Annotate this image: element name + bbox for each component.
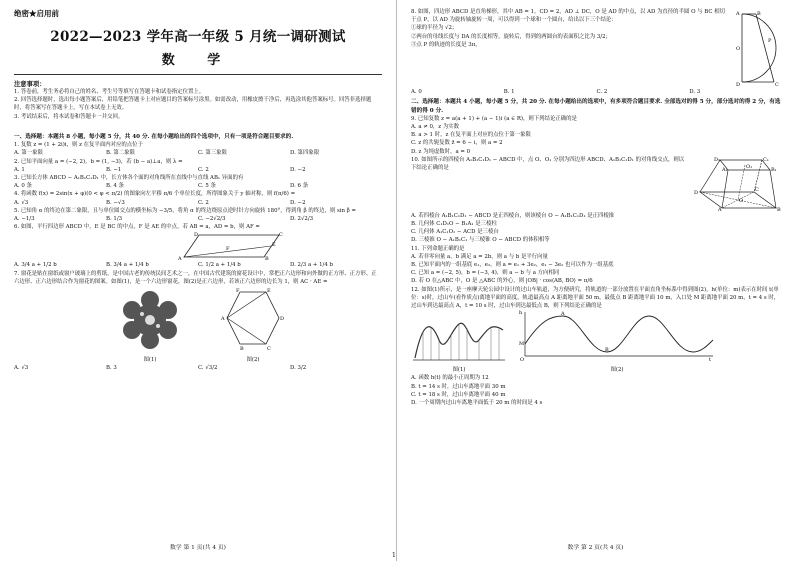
question-3: 3. 已知长方体 ABCD − A₁B₁C₁D₁ 中，长方体各个面的对角线所在直线中与直线 AB₁ 异面的有 (14, 174, 244, 181)
roller-coaster-figure (411, 310, 507, 362)
question-9: 9. 已知复数 z = a(a + 1) + (a − 1)i (a ∈ R)，则下列结论正确的是 (411, 115, 577, 122)
question-10-option-a: A. 若四棱台 A₁B₁C₁D₁ − ABCD 是正四棱台，则该棱台 O − A₁B₁C₁D₁ 是正四棱锥 (411, 212, 615, 219)
option-d: D. 3/2 (290, 365, 307, 372)
svg-text:O₁: O₁ (746, 163, 753, 170)
question-5: 5. 已知角 α 的终边在第二象限，且与单位圆交点的横坐标为 −3/5，将角 α 的终边绕原点逆时针方向旋转 180°，得到角 β 的终边，则 sin β = (14, 207, 357, 214)
option-c: C. −2√2/3 (198, 215, 226, 222)
figure-1-caption: 图(1) (452, 367, 466, 374)
svg-text:B₁: B₁ (771, 166, 777, 173)
svg-text:B: B (777, 206, 781, 212)
option-d: D. −2 (290, 199, 306, 206)
page-1-footer: 数学 第 1 页(共 4 页) (170, 545, 226, 551)
section-1-heading: 一、选择题：本题共 8 小题，每小题 5 分，共 40 分. 在每小题给出的四个选项中，只有一项是符合题目要求的. (14, 133, 294, 140)
subject-title: 数 学 (161, 53, 235, 68)
question-1-options (14, 149, 382, 157)
svg-text:D: D (736, 82, 741, 88)
svg-text:C: C (755, 186, 759, 193)
secret-label: 绝密★启用前 (14, 9, 59, 18)
question-8: 8. 如图，四边形 ABCD 是直角梯形，其中 AB = 1，CD = 2，AD ⊥ DC，O 是 AD 的中点，以 AD 为直径的半圆 O 与 BC 相切于点 P，以 AD 为旋转轴旋转一周，可以得到一个球和一个圆台，给出以下三个结论： (411, 9, 725, 24)
svg-text:C: C (775, 82, 779, 88)
question-8-item-2: ②两台的母线长度与 DA 的长度相等，旋转后，得到的两圆台的表面积之比为 3/2； (411, 33, 611, 40)
question-9-option-c: C. z 的共轭复数 z̄ = 6 − i，则 a = 2 (411, 140, 503, 147)
question-10-option-c: C. 几何体 A₁C₁O₁ − ACD 是三棱台 (411, 229, 499, 236)
option-c: C. 第三象限 (198, 150, 227, 157)
question-2-options (14, 166, 382, 174)
option-c: C. 5 条 (198, 183, 216, 190)
svg-text:B: B (757, 11, 761, 17)
option-c: C. √3/2 (198, 365, 218, 372)
question-12-option-d: D. 一个周期内过山车离地平面低于 20 m 的时间是 4 s (411, 400, 543, 407)
option-b: B. 4 条 (106, 183, 124, 190)
hexagon-figure (220, 288, 286, 352)
question-1: 1. 复数 z = (1 + 2i)i，则 z 在复平面内对应的点位于 (14, 142, 143, 149)
option-a: A. √3 (14, 199, 29, 206)
svg-text:B: B (265, 256, 269, 262)
figure-2-caption: 图(2) (246, 356, 260, 363)
frustum-figure (692, 156, 782, 212)
svg-text:E: E (267, 287, 271, 294)
question-8-options (411, 88, 782, 96)
exam-title: 2022—2023 学年高一年级 5 月统一调研测试 (50, 29, 346, 45)
question-9-option-a: A. a ≠ 0，z 为实数 (411, 124, 460, 130)
question-6: 6. 如图，平行四边形 ABCD 中，E 是 BC 的中点，F 是 AE 的中点，若 AB = a，AD = b，则 AF = (14, 224, 260, 231)
svg-text:C: C (279, 232, 283, 239)
option-b: B. 3 (106, 365, 117, 372)
parallelogram-figure (164, 231, 284, 261)
figure-2-caption: 图(2) (610, 367, 624, 374)
svg-text:C: C (267, 345, 271, 352)
option-a: A. 0 条 (14, 183, 32, 190)
question-12-option-a: A. 函数 h(t) 的最小正周期为 12 (411, 375, 489, 382)
option-d: D. 2√2/3 (290, 215, 314, 222)
figure-1-caption: 图(1) (143, 356, 157, 363)
svg-text:P: P (768, 38, 772, 44)
svg-text:A: A (561, 311, 565, 318)
question-9-option-d: D. z 为纯虚数时，a = 0 (411, 148, 471, 155)
question-2: 2. 已知平面向量 a = (−2, 2)，b = (1, −3)，若 (b − a)⊥a，则 λ = (14, 158, 183, 165)
question-11: 11. 下列命题正确的是 (411, 245, 465, 252)
option-a: A. −1/3 (14, 215, 35, 222)
question-10: 10. 如图所示的四棱台 A₁B₁C₁D₁ − ABCD 中，点 O、O₁ 分别为四边形 ABCD、A₁B₁C₁D₁ 的对角线交点，则以下结论正确的是 (411, 156, 685, 172)
question-12: 12. 如图(1)所示，是一座摩天轮公园中设计的过山车轨道，为方便研究，将轨道的一部分放置在平面直角坐标系中得到图(2)，h(单位：m)表示在时间 t(单位：s)时，过山车(看作质点)离地平面的高度，轨道最高点 A 距离地平面 50 m，最低点 B 距离地平面 10 m，入口处 M 距离地平面 20 m，t = 4 s 时，过山车到达最高点 A，t = 10 s 时，过山车到达最低点 B，则下列结论正确的是 (411, 286, 780, 310)
section-2-heading: 二、选择题：本题共 4 小题，每小题 5 分，共 20 分. 在每小题给出的选项中，有多项符合题目要求. 全部选对的得 5 分，部分选对的得 2 分，有选错的得 0 分. (411, 99, 781, 114)
svg-text:F: F (226, 246, 230, 253)
question-12-option-c: C. t = 18 s 时，过山车离地平面 40 m (411, 391, 506, 398)
question-10-option-b: B. 几何体 C₁D₁O − B₁A₁ 是三棱柱 (411, 221, 497, 228)
svg-text:O: O (520, 357, 525, 363)
option-a: A. √3 (14, 365, 29, 372)
question-12-option-b: B. t = 14 s 时，过山车离地平面 30 m (411, 383, 506, 390)
option-a: A. 第一象限 (14, 150, 43, 157)
height-curve-figure (517, 310, 717, 362)
svg-text:A: A (718, 206, 722, 212)
question-4: 4. 将函数 f(x) = 2sin(x + φ)(0 < φ < π/2) 的图象向左平移 π/6 个单位长度，所得图象关于 y 轴对称，则 f(π/6) = (14, 191, 296, 198)
window-flower-figure (110, 288, 190, 352)
svg-text:A: A (736, 11, 740, 17)
question-7-options (14, 364, 382, 372)
notice-1: 1. 答卷前，考生务必将自己的姓名、考生号等填写在答题卡和试卷指定位置上。 (14, 89, 205, 95)
question-4-options (14, 199, 382, 207)
question-7-figures (14, 288, 382, 364)
question-12-figures (411, 310, 782, 374)
question-5-options (14, 215, 382, 223)
option-d: D. 第四象限 (290, 150, 320, 157)
option-b: B. 3/4 a + 1/4 b (106, 262, 149, 269)
question-11-option-a: A. 若非零向量 a，b 满足 a = 2b，则 a 与 b 是平行向量 (411, 253, 548, 260)
option-a: A. 3/4 a + 1/2 b (14, 262, 57, 269)
question-7: 7. 窗花是贴在窗纸或窗户玻璃上的剪纸，是中国古老的传统民间艺术之一，在中国古代建筑的窗花设计中，常把正六边形和向外做的正方形、正方形、正六边形、正六边形结合作为窗花的图案。如图(1)，是一个六边形窗花，图(2)是正六边形，若该正六边形的边长为 1，则 AC · AE = (14, 270, 377, 285)
trapezoid-semicircle-figure (734, 8, 782, 88)
option-d: D. −2 (290, 166, 306, 173)
svg-text:D: D (694, 189, 699, 196)
notice-title: 注意事项： (14, 81, 46, 88)
option-a: A. 1 (14, 166, 25, 173)
notice-2: 2. 回答选择题时，选出每小题答案后，用铅笔把答题卡上对应题目的答案标号涂黑。如需改动，用橡皮擦干净后，再选涂其他答案标号。回答非选择题时，将答案写在答题卡上，写在本试卷上无效。 (14, 97, 372, 112)
svg-text:A: A (221, 315, 225, 322)
svg-text:B: B (605, 347, 609, 354)
option-b: B. −1 (106, 166, 122, 173)
question-11-option-d: D. 若 O 在△ABC 中，O 是 △ABC 的外心，则 |OB| · cos⟨AB, BO⟩ = π/6 (411, 278, 593, 285)
option-d: D. 3 (689, 89, 701, 95)
question-11-option-b: B. 已知平面内的一组基底 e₁，e₂，则 a = e₁ + 3e₂，e₁ − 3e₂ 也可以作为一组基底 (411, 262, 614, 269)
option-d: D. 2/3 a + 1/4 b (290, 262, 333, 269)
option-c: C. 2 (596, 89, 608, 95)
svg-text:t: t (709, 357, 712, 363)
question-9-option-b: B. a > 1 时，z 在复平面上对应的点位于第一象限 (411, 132, 531, 139)
page-2 (397, 0, 794, 561)
svg-text:D₁: D₁ (714, 156, 721, 163)
svg-text:E: E (272, 242, 276, 249)
svg-text:h: h (519, 310, 523, 317)
title-divider (14, 74, 382, 75)
option-b: B. 1 (503, 89, 515, 95)
svg-text:F: F (236, 287, 240, 294)
svg-text:M: M (519, 341, 525, 348)
svg-text:D: D (280, 315, 285, 322)
svg-text:C₁: C₁ (763, 156, 769, 163)
question-8-item-1: ①球的半径为 √2； (411, 25, 458, 32)
option-c: C. 1/2 a + 1/4 b (198, 262, 241, 269)
question-10-option-d: D. 三棱锥 O − A₁B₁C₁ 与三棱锥 O − ABCD 的体积相等 (411, 237, 550, 244)
option-c: C. 2 (198, 166, 209, 173)
option-b: B. −√3 (106, 199, 125, 206)
option-b: B. 第二象限 (106, 150, 135, 157)
option-b: B. 1/3 (106, 215, 123, 222)
question-6-options (14, 261, 382, 269)
question-11-option-c: C. 已知 a = (−2, 5)，b = (−3, 4)，则 a − b 与 a 方向相同 (411, 270, 560, 277)
svg-text:O: O (739, 197, 744, 204)
sheet-page-number: 1 (392, 552, 396, 559)
option-d: D. 6 条 (290, 183, 309, 190)
svg-text:A: A (178, 256, 182, 262)
svg-text:B: B (240, 345, 244, 352)
question-8-item-3: ③点 P 的轨迹的长度是 3π， (411, 41, 481, 48)
notice-3: 3. 考试结束后，将本试卷和答题卡一并交回。 (14, 113, 124, 120)
option-a: A. 0 (411, 89, 422, 95)
page-2-footer: 数学 第 2 页(共 4 页) (567, 545, 624, 551)
option-c: C. 2 (198, 199, 209, 206)
svg-text:D: D (194, 232, 199, 239)
svg-text:O: O (736, 46, 741, 52)
question-3-options (14, 182, 382, 190)
svg-text:A₁: A₁ (722, 166, 728, 173)
